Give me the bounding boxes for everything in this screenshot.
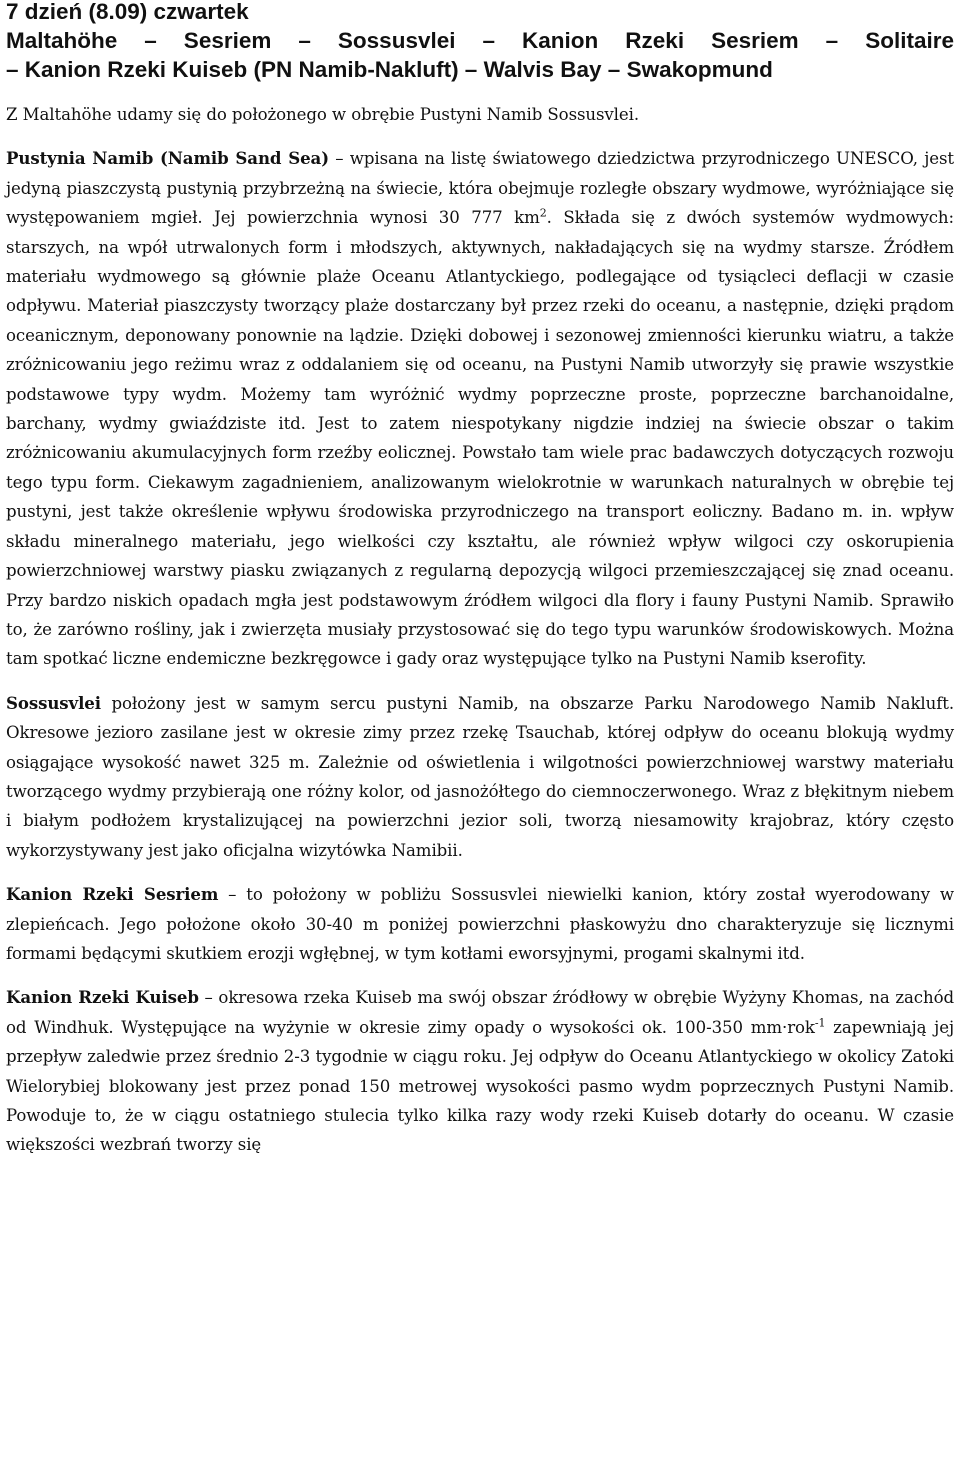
namib-text-b: . Składa się z dwóch systemów wydmowych: starszych, na wpół utrwalonych form i młodszych, aktywnych, nakładających się na wydmy starsze. Źródłem materiału wydmowego są głównie plaże Oceanu Atlantyckiego, podlegające od tysiącleci deflacji w czasie odpływu. Materiał piaszczysty tworzący plaże dostarczany był przez rzeki do oceanu, a następnie, dzięki prądom oceanicznym, deponowany ponownie na lądzie. Dzięki dobowej i sezonowej zmienności kierunku wiatru, a także zróżnicowaniu jego reżimu wraz z oddalaniem się od oceanu, na Pustyni Namib utworzyły się prawie wszystkie podstawowe typy wydm. Możemy tam wyróżnić wydmy poprzeczne proste, poprzeczne barchanoidalne, barchany, wydmy gwiaździste itd. Jest to zatem niespotykany nigdzie indziej na świecie obszar o takim zróżnicowaniu akumulacyjnych form rzeźby eolicznej. Powstało tam wiele prac badawczych dotyczących rozwoju tego typu form. Ciekawym zagadnieniem, analizowanym wielokrotnie w warunkach naturalnych w obrębie tej pustyni, jest także określenie wpływu środowiska przyrodniczego na transport eoliczny. Badano m. in. wpływ składu mineralnego materiału, jego wielkości czy kształtu, ale również wpływ wilgoci czy oskorupienia powierzchniowej warstwy piasku związanych z regularną depozycją wilgoci przemieszczającej się znad oceanu. Przy bardzo niskich opadach mgła jest podstawowym źródłem wilgoci dla flory i fauny Pustyni Namib. Sprawiło to, że zarówno rośliny, jak i zwierzęta musiały przystosować się do tego typu warunków środowiskowych. Można tam spotkać liczne endemiczne bezkręgowce i gady oraz występujące tylko na Pustyni Namib kserofity. — [6, 208, 954, 669]
rate-exponent: -1 — [814, 1016, 826, 1030]
sossusvlei-term: Sossusvlei — [6, 692, 101, 713]
namib-term: Pustynia Namib (Namib Sand Sea) — [6, 148, 329, 169]
sesriem-text: – to położony w pobliżu Sossusvlei niewielki kanion, który został wyerodowany w zlepieńcach. Jego położone około 30-40 m poniżej powierzchni płaskowyżu dno charakteryzuje się licznymi formami będącymi skutkiem erozji wgłębnej, w tym kotłami eworsyjnymi, progami skalnymi itd. — [6, 885, 954, 963]
namib-text-a: – wpisana na listę światowego dziedzictwa przyrodniczego UNESCO, jest jedyną piaszczystą pustynią przybrzeżną na świecie, która obejmuje rozległe obszary wydmowe, wyróżniające się występowaniem mgieł. Jej powierzchnia wynosi 30 777 km — [6, 149, 954, 228]
kuiseb-text-a: – okresowa rzeka Kuiseb ma swój obszar źródłowy w obrębie Wyżyny Khomas, na zachód od Windhuk. Występujące na wyżynie w okresie zimy opady o wysokości ok. 100-350 mm·rok — [6, 988, 954, 1037]
route-heading-line-2: – Kanion Rzeki Kuiseb (PN Namib-Nakluft) – Walvis Bay – Swakopmund — [6, 57, 773, 82]
namib-paragraph — [6, 144, 954, 673]
intro-paragraph: Z Maltahöhe udamy się do położonego w obrębie Pustyni Namib Sossusvlei. — [6, 105, 639, 124]
area-exponent: 2 — [539, 206, 547, 220]
sossusvlei-paragraph — [6, 689, 954, 865]
sesriem-paragraph — [6, 880, 954, 968]
kuiseb-paragraph — [6, 983, 954, 1159]
day-heading: 7 dzień (8.09) czwartek — [6, 0, 249, 24]
sossusvlei-text: położony jest w samym sercu pustyni Namib, na obszarze Parku Narodowego Namib Nakluft. Okresowe jezioro zasilane jest w okresie zimy przez rzekę Tsauchab, której odpływ do oceanu blokują wydmy osiągające wysokość nawet 325 m. Zależnie od oświetlenia i wilgotności powierzchniowej warstwy materiału tworzącego wydmy przybierają one różny kolor, od jasnożółtego do ciemnoczerwonego. Wraz z błękitnym niebem i białym podłożem krystalizującej na powierzchni jezior soli, tworzą niesamowity krajobraz, który często wykorzystywany jest jako oficjalna wizytówka Namibii. — [6, 693, 954, 860]
sesriem-term: Kanion Rzeki Sesriem — [6, 884, 219, 905]
kuiseb-text-b: zapewniają jej przepływ zaledwie przez średnio 2-3 tygodnie w ciągu roku. Jej odpływ do Oceanu Atlantyckiego w okolicy Zatoki Wielorybiej blokowany jest przez ponad 150 metrowej wysokości pasmo wydm poprzecznych Pustyni Namib. Powoduje to, że w ciągu ostatniego stulecia tylko kilka razy wody rzeki Kuiseb dotarły do oceanu. W czasie większości wezbrań tworzy się — [6, 1017, 954, 1155]
route-heading-line-1: Maltahöhe – Sesriem – Sossusvlei – Kanion Rzeki Sesriem – Solitaire — [6, 28, 954, 53]
kuiseb-term: Kanion Rzeki Kuiseb — [6, 987, 199, 1008]
